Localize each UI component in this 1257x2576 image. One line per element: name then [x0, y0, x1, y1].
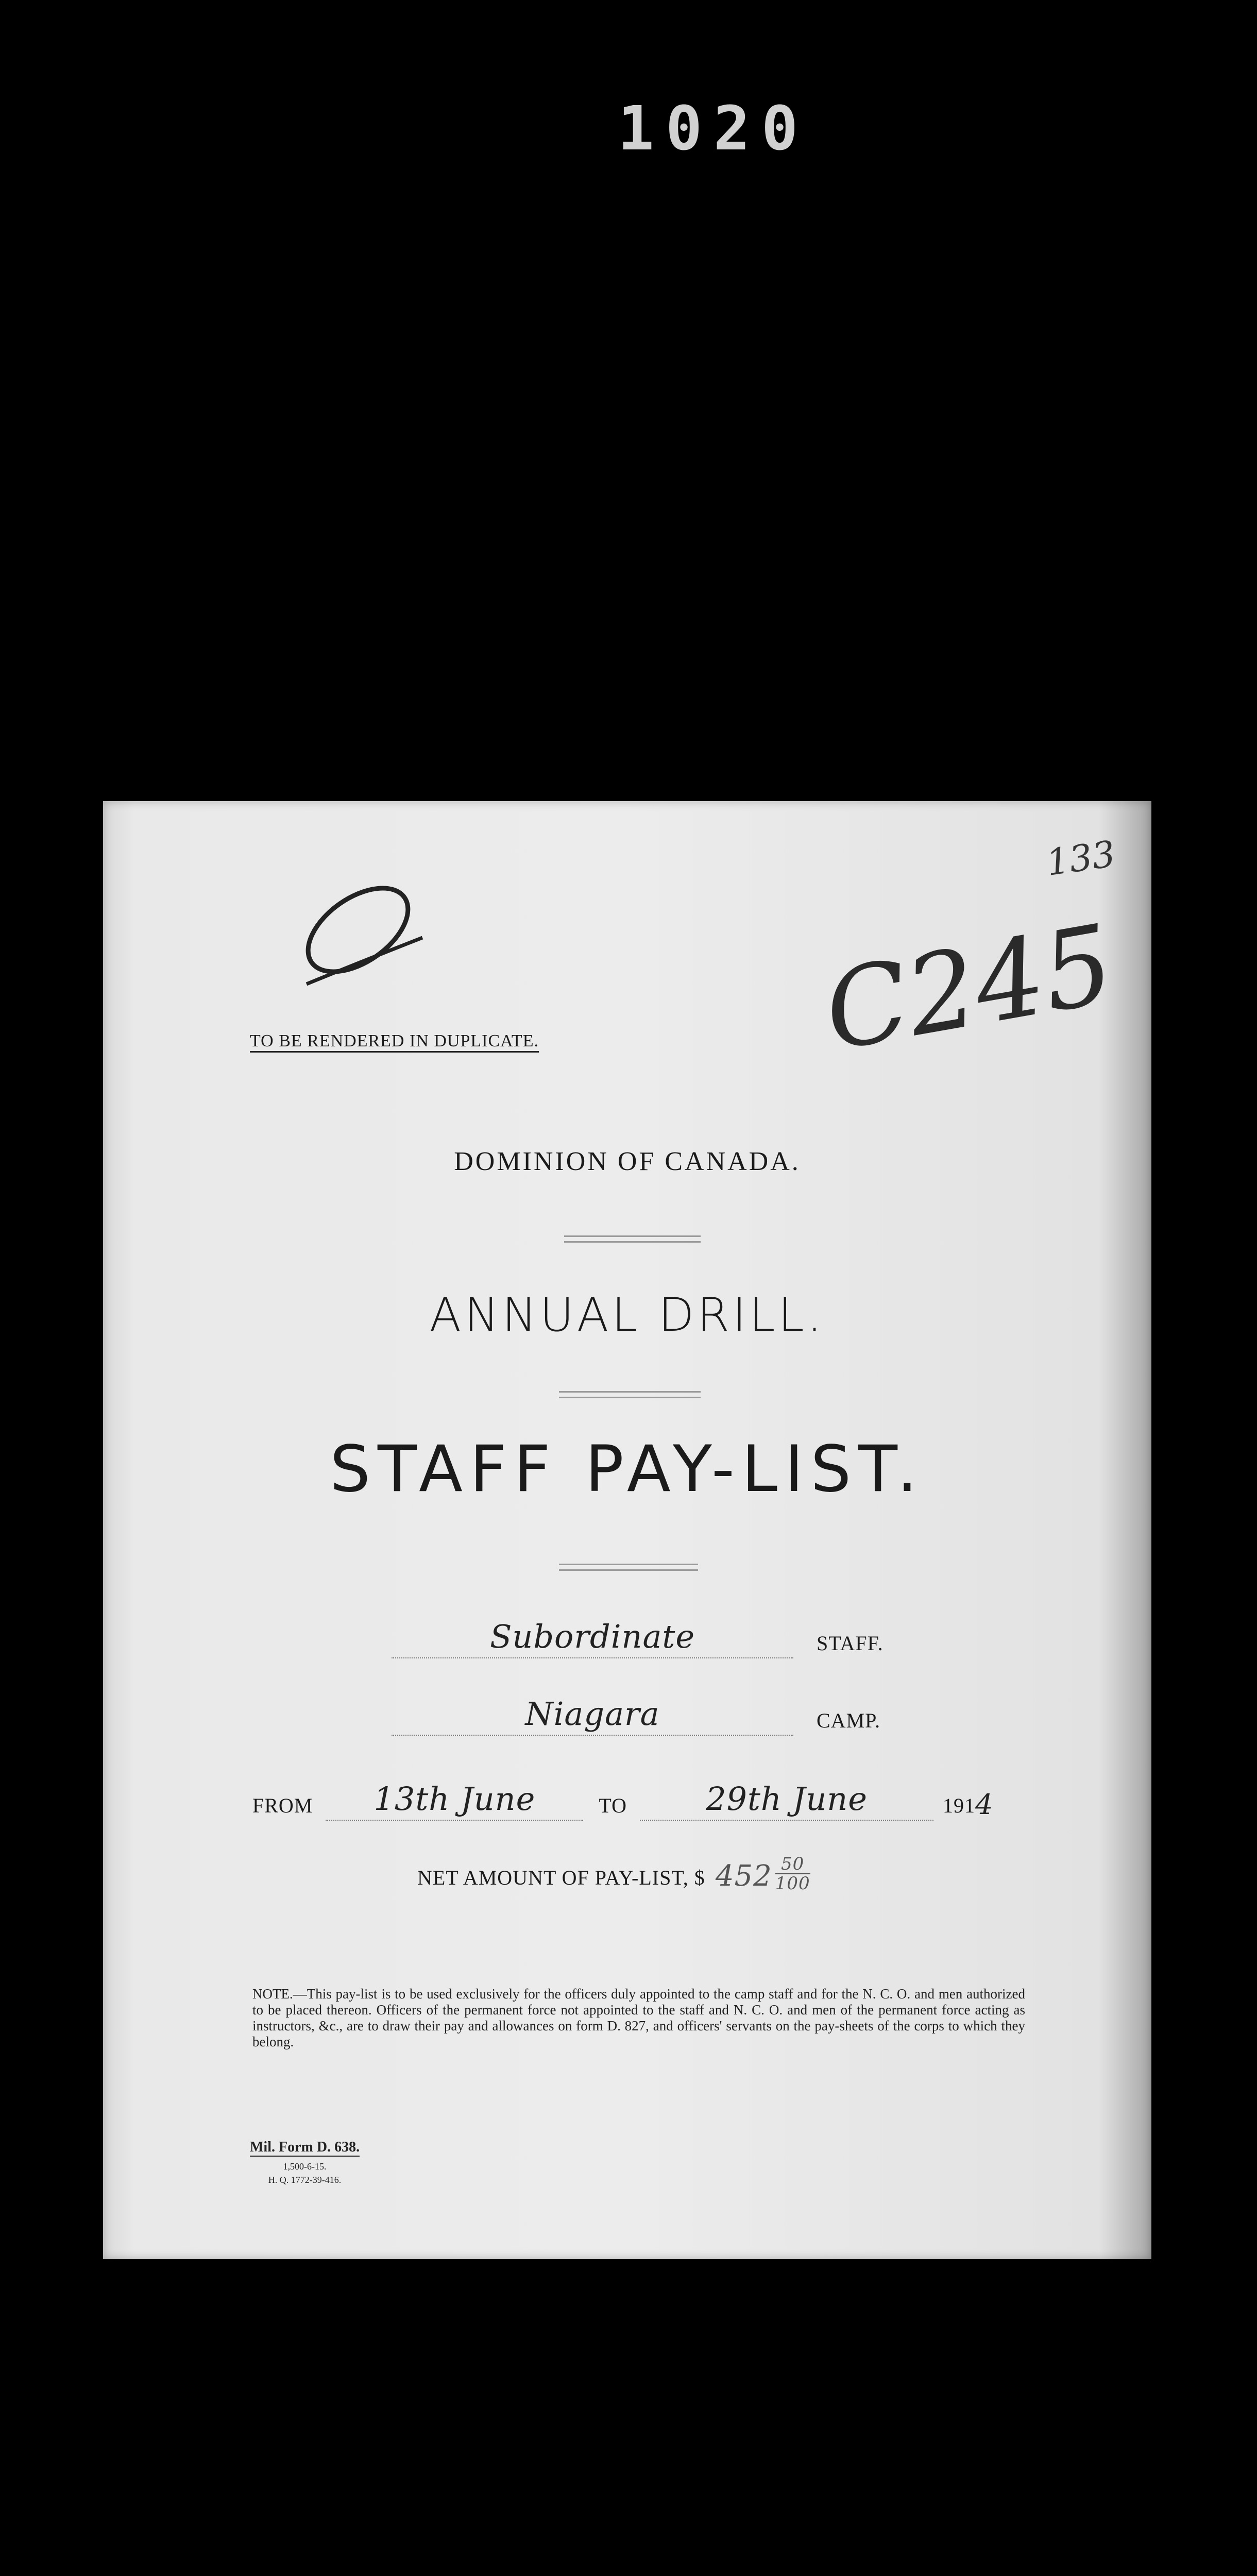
net-amount-row — [417, 1855, 810, 1893]
staff-pay-list-heading: STAFF PAY-LIST. — [330, 1432, 925, 1506]
camp-label: CAMP. — [817, 1709, 880, 1732]
dominion-heading: DOMINION OF CANADA. — [454, 1147, 801, 1176]
divider — [559, 1391, 701, 1398]
annual-drill-heading: ANNUAL DRILL. — [429, 1288, 825, 1342]
cents-numerator: 50 — [775, 1855, 810, 1874]
document-page — [103, 801, 1151, 2259]
frame-number: 1020 — [617, 93, 810, 164]
from-label: FROM — [252, 1794, 313, 1817]
year-suffix: 4 — [975, 1788, 994, 1821]
form-identifier — [250, 2141, 360, 2187]
staff-value: Subordinate — [392, 1618, 793, 1658]
page-number: 133 — [1044, 833, 1118, 884]
staff-row — [392, 1618, 884, 1658]
cents-denominator: 100 — [775, 1873, 810, 1894]
staff-label: STAFF. — [817, 1632, 884, 1655]
to-value: 29th June — [640, 1780, 933, 1821]
handwritten-code: C245 — [815, 901, 1123, 1075]
camp-value: Niagara — [392, 1695, 793, 1736]
handwritten-circle-mark — [286, 873, 425, 1002]
net-amount-cents — [775, 1855, 810, 1893]
period-row — [252, 1780, 993, 1821]
note-paragraph: NOTE.—This pay-list is to be used exclusively for the officers duly appointed to the camp staff and for the N. C. O. and men authorized to be placed thereon. Officers of the permanent force not appointed to the staff and N. C. O. and men of the permanent force acting as instructors, &c., are to draw their pay and allowances on form D. 827, and officers' servants on the pay-sheets of the corps to which they belong. — [252, 1986, 1025, 2049]
net-amount-value: 452 — [715, 1859, 772, 1893]
from-value: 13th June — [326, 1780, 583, 1821]
form-print-line: 1,500-6-15. — [283, 2161, 327, 2172]
form-number: Mil. Form D. 638. — [250, 2141, 360, 2157]
camp-row — [392, 1695, 880, 1736]
divider — [564, 1235, 701, 1243]
form-hq-line: H. Q. 1772-39-416. — [268, 2175, 342, 2185]
instruction-text: TO BE RENDERED IN DUPLICATE. — [250, 1031, 539, 1053]
to-label: TO — [599, 1794, 627, 1817]
net-amount-label: NET AMOUNT OF PAY-LIST, $ — [417, 1866, 705, 1889]
year-prefix: 191 — [943, 1794, 975, 1817]
divider — [559, 1564, 698, 1571]
